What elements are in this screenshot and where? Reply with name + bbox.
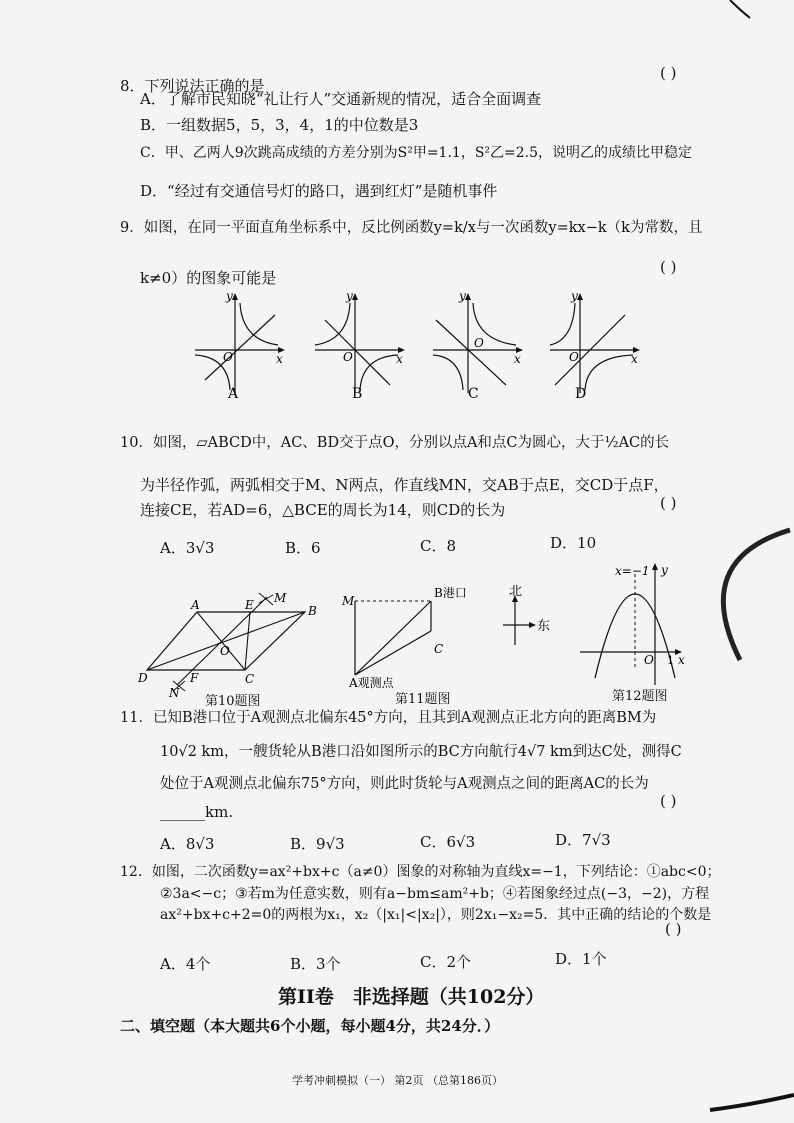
q9-graph-b — [310, 285, 410, 400]
scan-shadow-mark — [680, 520, 794, 670]
fig10-point-c: C — [245, 672, 255, 686]
q12-option-b: B．3个 — [290, 955, 341, 973]
q11-line1: 11．已知B港口位于A观测点北偏东45°方向，且其到A观测点正北方向的距离BM为 — [120, 710, 657, 726]
q8-option-d: D．“经过有交通信号灯的路口，遇到红灯”是随机事件 — [140, 182, 498, 200]
q9d-origin: O — [569, 350, 579, 364]
fig10-point-d: D — [138, 671, 148, 685]
section-2-title: 第II卷 非选择题（共102分） — [278, 986, 545, 1008]
q9a-origin: O — [223, 350, 233, 364]
fig10-parallelogram — [135, 585, 325, 700]
q11-option-a: A．8√3 — [160, 835, 215, 853]
fig11-point-a: A观测点 — [349, 676, 394, 690]
q12-option-d: D．1个 — [555, 950, 607, 968]
q8-stem: 8．下列说法正确的是 — [120, 77, 265, 95]
q11-line2: 10√2 km，一艘货轮从B港口沿如图所示的BC方向航行4√7 km到达C处，测得C — [160, 744, 682, 760]
q9d-label: D — [575, 386, 587, 400]
fig11-point-b: B港口 — [434, 586, 467, 600]
q9-graph-c — [428, 285, 528, 400]
q9d-y-label: y — [571, 289, 578, 303]
q10-line3: 连接CE，若AD=6，△BCE的周长为14，则CD的长为 — [140, 501, 506, 519]
q9a-x-label: x — [276, 352, 283, 366]
q10-option-d: D．10 — [550, 534, 597, 552]
q9a-y-label: y — [226, 289, 233, 303]
q11-option-b: B．9√3 — [290, 835, 345, 853]
q12-answer-bracket: ( ) — [665, 920, 682, 938]
q8-option-a: A．了解市民知晓“礼让行人”交通新规的情况，适合全面调查 — [140, 90, 542, 108]
fig10-point-n: N — [169, 686, 180, 700]
q11-line3: 处位于A观测点北偏东75°方向，则此时货轮与A观测点之间的距离AC的长为 — [160, 776, 649, 792]
fig10-point-a: A — [191, 598, 200, 612]
q10-option-b: B．6 — [285, 539, 321, 557]
q11-answer-bracket: ( ) — [660, 792, 677, 810]
q8-answer-bracket: ( ) — [660, 64, 677, 82]
q9-answer-bracket: ( ) — [660, 258, 677, 276]
q12-option-a: A．4个 — [160, 955, 211, 973]
east-arrow-icon — [529, 622, 536, 628]
q12-line2: ②3a<−c；③若m为任意实数，则有a−bm≤am²+b；④若图象经过点(−3，−2)，方程 — [160, 886, 710, 902]
fig10-point-m: M — [274, 591, 287, 605]
q10-option-c: C．8 — [420, 537, 457, 555]
q9-graph-a — [190, 285, 290, 400]
q9b-origin: O — [343, 350, 353, 364]
q12-line3: ax²+bx+c+2=0的两根为x₁，x₂（|x₁|<|x₂|），则2x₁−x₂=5．其中正确的结论的个数是 — [160, 907, 712, 923]
q9c-label: C — [468, 386, 479, 400]
fig12-axis-of-symmetry-label: x=−1 — [615, 564, 650, 578]
q12-line1: 12．如图，二次函数y=ax²+bx+c（a≠0）图象的对称轴为直线x=−1，下列结论：①abc<0； — [120, 864, 721, 880]
fig10-caption: 第10题图 — [205, 694, 261, 709]
fig12-y-label: y — [661, 563, 668, 577]
fig10-point-f: F — [190, 671, 199, 685]
fig10-point-e: E — [245, 598, 254, 612]
q8-option-c: C．甲、乙两人9次跳高成绩的方差分别为S²甲=1.1，S²乙=2.5，说明乙的成绩比甲稳定 — [140, 145, 693, 161]
fig11-point-c: C — [434, 642, 444, 656]
q11-option-d: D．7√3 — [555, 831, 611, 849]
q10-line1: 10．如图，▱ABCD中，AC、BD交于点O，分别以点A和点C为圆心，大于½AC的长 — [120, 435, 670, 451]
fig10-point-o: O — [220, 644, 230, 658]
fig12-parabola — [575, 560, 690, 690]
q9c-y-label: y — [459, 289, 466, 303]
scan-corner-mark — [700, 1090, 794, 1123]
q11-line4: ______km. — [160, 803, 234, 821]
q9-line1: 9．如图，在同一平面直角坐标系中，反比例函数y=k/x与一次函数y=kx−k（k为常数，且 — [120, 220, 703, 236]
page-footer: 学考冲刺模拟（一） 第2页 （总第186页） — [292, 1074, 503, 1087]
scan-edge-mark — [700, 0, 794, 30]
q10-option-a: A．3√3 — [160, 539, 215, 557]
q8-option-b: B．一组数据5，5，3，4，1的中位数是3 — [140, 116, 419, 134]
fig12-caption: 第12题图 — [612, 689, 668, 704]
fig10-point-b: B — [308, 604, 317, 618]
compass-north-label: 北 — [509, 585, 523, 599]
fig11-harbor — [335, 575, 495, 690]
fig11-point-m: M — [342, 594, 355, 608]
q12-option-c: C．2个 — [420, 953, 472, 971]
fig12-x-label: x — [678, 653, 685, 667]
compass-rose — [493, 585, 563, 655]
q11-option-c: C．6√3 — [420, 833, 476, 851]
q9-graph-d — [545, 285, 645, 400]
q9-line2: k≠0）的图象可能是 — [140, 269, 277, 287]
q9b-x-label: x — [396, 352, 403, 366]
fig11-caption: 第11题图 — [395, 692, 451, 707]
compass-east-label: 东 — [537, 619, 551, 634]
q10-answer-bracket: ( ) — [660, 494, 677, 512]
q9b-y-label: y — [346, 289, 353, 303]
q9c-x-label: x — [514, 352, 521, 366]
fig12-origin: O — [644, 653, 654, 667]
fig12-one-tick: 1 — [667, 654, 674, 667]
q9a-label: A — [228, 386, 239, 400]
q9b-label: B — [352, 386, 363, 400]
q9c-origin: O — [474, 336, 484, 350]
q9d-x-label: x — [631, 352, 638, 366]
fill-in-section-title: 二、填空题（本大题共6个小题，每小题4分，共24分．） — [120, 1017, 500, 1035]
q10-line2: 为半径作弧，两弧相交于M、N两点，作直线MN，交AB于点E，交CD于点F， — [140, 476, 669, 494]
